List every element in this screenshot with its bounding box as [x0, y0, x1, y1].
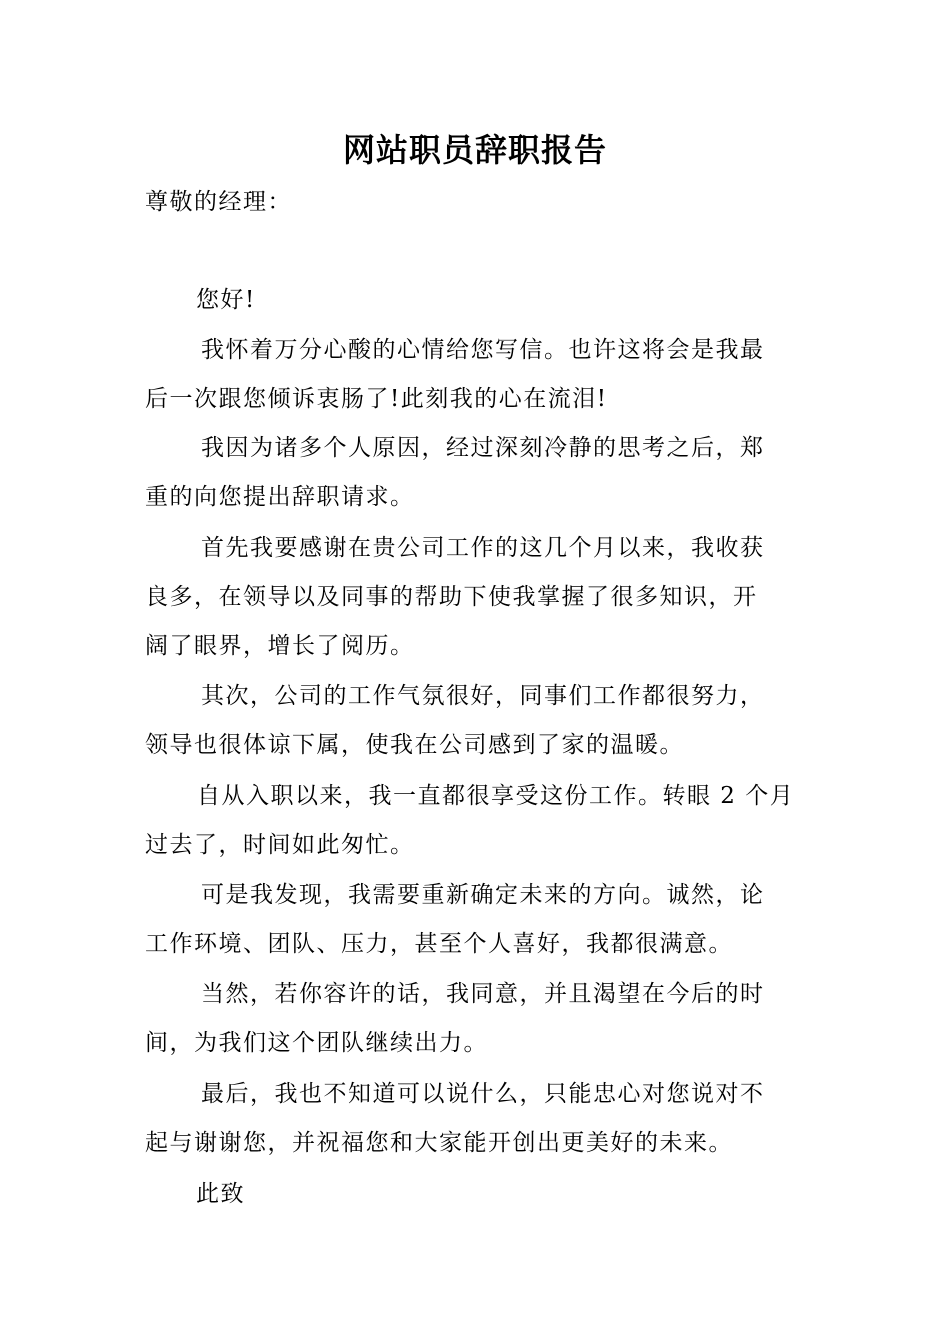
paragraph-line: 我怀着万分心酸的心情给您写信。也许这将会是我最: [201, 337, 765, 363]
closing: 此致: [196, 1181, 245, 1207]
paragraph-8: [145, 1070, 810, 1168]
greeting: 您好!: [196, 287, 256, 313]
paragraph-line: 我因为诸多个人原因，经过深刻冷静的思考之后，郑: [201, 435, 765, 461]
paragraph-line: 良多，在领导以及同事的帮助下使我掌握了很多知识，开: [145, 584, 758, 610]
paragraph-line: 后一次跟您倾诉衷肠了!此刻我的心在流泪!: [145, 386, 608, 412]
paragraph-line: 重的向您提出辞职请求。: [145, 484, 415, 510]
paragraph-line: 当然，若你容许的话，我同意，并且渴望在今后的时: [201, 981, 765, 1007]
paragraph-line: 可是我发现，我需要重新确定未来的方向。诚然，论: [201, 882, 765, 908]
paragraph-line: 首先我要感谢在贵公司工作的这几个月以来，我收获: [201, 535, 765, 561]
paragraph-line: 阔了眼界，增长了阅历。: [145, 633, 415, 659]
paragraph-1: [145, 326, 810, 424]
paragraph-line: 过去了，时间如此匆忙。: [145, 832, 415, 858]
paragraph-7: [145, 970, 810, 1068]
paragraph-line: 自从入职以来，我一直都很享受这份工作。转眼 2 个月: [197, 783, 795, 809]
paragraph-4: [145, 672, 810, 770]
paragraph-line: 领导也很体谅下属，使我在公司感到了家的温暖。: [145, 732, 684, 758]
paragraph-6: [145, 871, 810, 969]
paragraph-line: 其次，公司的工作气氛很好，同事们工作都很努力，: [201, 683, 765, 709]
paragraph-line: 间，为我们这个团队继续出力。: [145, 1030, 488, 1056]
paragraph-2: [145, 424, 810, 522]
paragraph-line: 工作环境、团队、压力，甚至个人喜好，我都很满意。: [145, 931, 733, 957]
paragraph-line: 起与谢谢您，并祝福您和大家能开创出更美好的未来。: [145, 1130, 733, 1156]
salutation: 尊敬的经理：: [145, 189, 292, 215]
paragraph-3: [145, 524, 810, 671]
document-title: 网站职员辞职报告: [342, 131, 607, 169]
paragraph-line: 最后，我也不知道可以说什么，只能忠心对您说对不: [201, 1081, 765, 1107]
paragraph-5: [145, 772, 810, 870]
